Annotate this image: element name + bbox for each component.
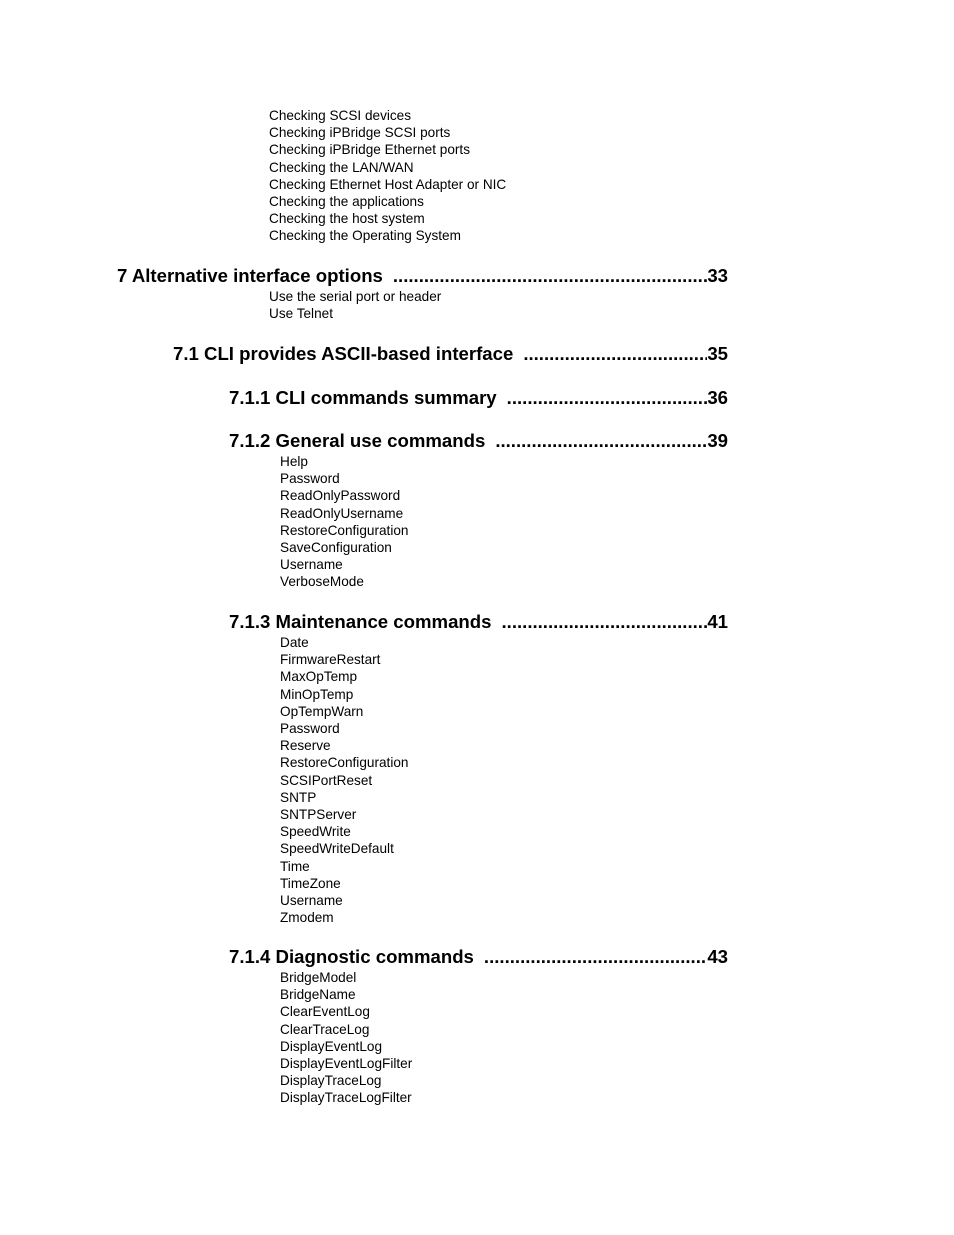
toc-entry-section-7-1[interactable]: [173, 343, 728, 365]
list-item: Zmodem: [280, 910, 334, 926]
section-7-items: [269, 288, 954, 322]
toc-entry-section-7-1-2[interactable]: [229, 430, 728, 452]
section-7-1-2-items: [280, 453, 954, 591]
toc-entry-title: 7.1.1 CLI commands summary: [229, 387, 497, 408]
toc-leader-dots: [507, 387, 708, 409]
toc-entry-section-7-1-3[interactable]: [229, 611, 728, 633]
toc-entry-section-7-1-1[interactable]: [229, 387, 728, 409]
list-item: Checking the LAN/WAN: [269, 159, 414, 175]
toc-leader-dots: [501, 611, 707, 633]
toc-leader-dots: [523, 343, 707, 365]
list-item: OpTempWarn: [280, 703, 364, 719]
toc-entry-title: 7.1.3 Maintenance commands: [229, 611, 492, 632]
list-item: SNTPServer: [280, 807, 357, 823]
toc-page-number: 43: [707, 946, 728, 967]
list-item: SCSIPortReset: [280, 772, 373, 788]
list-item: ReadOnlyPassword: [280, 488, 401, 504]
list-item: BridgeModel: [280, 970, 357, 985]
list-item: SaveConfiguration: [280, 540, 392, 556]
list-item: SpeedWrite: [280, 824, 351, 840]
list-item: Username: [280, 893, 343, 909]
list-item: Use Telnet: [269, 306, 333, 322]
toc-entry-section-7[interactable]: [117, 265, 728, 287]
list-item: Checking the host system: [269, 211, 425, 227]
toc-page-number: 41: [707, 611, 728, 632]
list-item: RestoreConfiguration: [280, 755, 409, 771]
toc-page-number: 35: [707, 343, 728, 364]
list-item: RestoreConfiguration: [280, 522, 409, 538]
toc-entry-title: 7.1.4 Diagnostic commands: [229, 946, 474, 967]
list-item: DisplayEventLog: [280, 1038, 383, 1054]
list-item: Checking SCSI devices: [269, 108, 412, 123]
list-item: DisplayEventLogFilter: [280, 1056, 413, 1072]
list-item: SNTP: [280, 789, 317, 805]
list-item: Checking the applications: [269, 194, 424, 210]
list-item: Reserve: [280, 738, 331, 754]
list-item: Password: [280, 471, 340, 487]
list-item: Time: [280, 858, 310, 874]
list-item: TimeZone: [280, 875, 341, 891]
toc-leader-dots: [484, 946, 707, 968]
toc-entry-section-7-1-4[interactable]: [229, 946, 728, 968]
toc-entry-title: 7.1 CLI provides ASCII-based interface: [173, 343, 514, 364]
toc-entry-title: 7 Alternative interface options: [117, 265, 383, 286]
list-item: Username: [280, 557, 343, 573]
section-7-1-3-items: [280, 634, 954, 926]
list-item: Checking iPBridge SCSI ports: [269, 125, 451, 141]
list-item: DisplayTraceLog: [280, 1073, 382, 1089]
list-item: Date: [280, 635, 309, 650]
list-item: SpeedWriteDefault: [280, 841, 394, 857]
list-item: Checking the Operating System: [269, 228, 461, 244]
list-item: MaxOpTemp: [280, 669, 358, 685]
list-item: Checking Ethernet Host Adapter or NIC: [269, 176, 507, 192]
toc-page-number: 36: [707, 387, 728, 408]
list-item: ClearEventLog: [280, 1004, 370, 1020]
list-item: ReadOnlyUsername: [280, 505, 404, 521]
list-item: FirmwareRestart: [280, 652, 381, 668]
list-item: DisplayTraceLogFilter: [280, 1090, 412, 1106]
list-item: Use the serial port or header: [269, 289, 442, 304]
list-item: Password: [280, 721, 340, 737]
section-7-1-4-items: [280, 969, 954, 1107]
list-item: Help: [280, 454, 308, 469]
list-item: Checking iPBridge Ethernet ports: [269, 142, 470, 158]
toc-page-number: 33: [707, 265, 728, 286]
list-item: MinOpTemp: [280, 686, 354, 702]
toc-entry-title: 7.1.2 General use commands: [229, 430, 486, 451]
list-item: VerboseMode: [280, 574, 364, 590]
toc-page-number: 39: [707, 430, 728, 451]
intro-list: [269, 107, 954, 245]
list-item: ClearTraceLog: [280, 1021, 370, 1037]
toc-leader-dots: [495, 430, 707, 452]
toc-leader-dots: [393, 265, 707, 287]
list-item: BridgeName: [280, 987, 356, 1003]
